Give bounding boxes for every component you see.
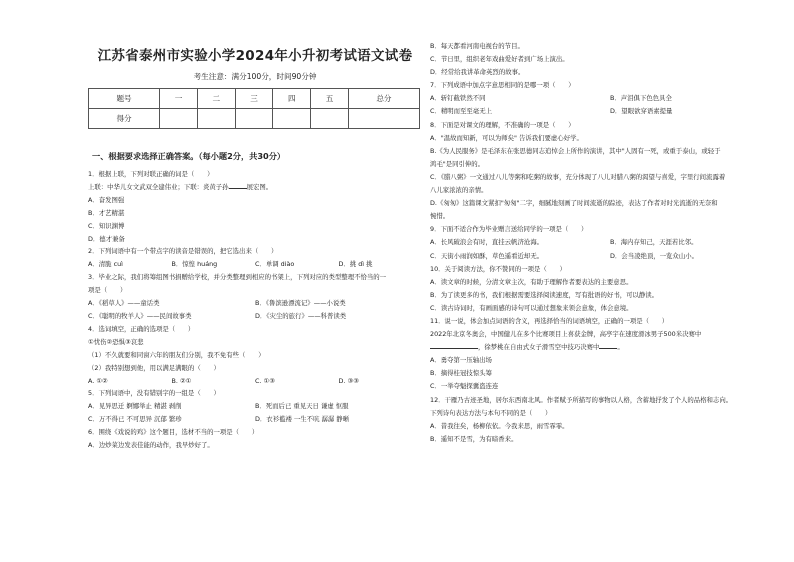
option: C．精明而至至毫无上: [430, 107, 492, 116]
option: C．知识渊博: [88, 221, 125, 230]
option: B．声泪俱下色色具全: [610, 94, 672, 103]
option: B．《鲁滨逊漂流记》——小说类: [255, 299, 346, 308]
option: B．每天都看河南电视台的节目。: [430, 42, 524, 50]
option: B.《为人民服务》是毛泽东在张思德同志追悼会上所作的演讲，其中"人固有一死，或重于泰山，或轻于: [430, 146, 721, 155]
option: C. ①③: [255, 376, 275, 385]
question-1-stem-tail: 展宏图。: [246, 182, 273, 191]
option: C．万不得已 不可思异 沉郁 繁珍: [88, 415, 182, 424]
question-4-item: （1）不久就要和同窗六年的朋友们分别，我不免有些（ ）: [88, 350, 265, 359]
option: D.《匆匆》这篇课文紧扣"匆匆"二字，细腻地刻画了时间流逝的踪迹，表达了作者对时光流逝的无奈和: [430, 199, 718, 208]
option: C．《聪明的牧羊人》——民间故事类: [88, 311, 192, 320]
option: D．望眼欲穿语素提量: [610, 107, 673, 116]
question-2: 2．下列词语中有一个带点字的读音是错误的，把它选出来（ ）: [88, 247, 278, 256]
score-header-cell: 题号: [89, 89, 160, 109]
question-9: 9．下面不适合作为毕业赠言送给同学的一项是（ ）: [430, 225, 588, 234]
option-cont: 八儿家浓浓的亲情。: [430, 186, 488, 195]
option: A．勇夺第一压轴出场: [430, 356, 492, 365]
option: B．为了读更多的书，我们根据需要选择阅读速度，写有批语的好书，可以静读。: [430, 290, 659, 299]
left-column: [88, 0, 422, 562]
option: A．昔我往矣，杨柳依依。今我来思，雨雪霏霏。: [430, 421, 569, 430]
option: D. ③③: [338, 376, 359, 385]
exam-title: 江苏省泰州市实验小学2024年小升初考试语文试卷: [97, 48, 413, 64]
question-7: 7．下列成语中加点字意思相同的是哪一项（ ）: [430, 81, 575, 90]
question-11-stem: [430, 328, 790, 341]
score-table-header-row: [89, 89, 420, 109]
question-11-stem-2: [430, 341, 790, 354]
option: D．德才兼备: [88, 234, 125, 243]
option: D．衣衫褴褛 一生不吭 潺潺 静晰: [255, 415, 350, 424]
question-5-options: [88, 400, 422, 413]
option: D．经常给我讲革命英烈的故事。: [430, 68, 525, 77]
option: C．《腊八粥》一文通过八儿等粥和吃粥的故事，充分体现了八儿对腊八粥的渴望与喜爱，字里行间流露着: [430, 172, 726, 181]
score-cell: [197, 109, 235, 129]
score-row-label: 得分: [89, 109, 160, 129]
option: D．会当凌绝顶，一览众山小。: [610, 251, 698, 260]
question-3-cont: 项是（ ）: [88, 286, 127, 295]
option: A．见异思迁 婀娜举止 精湛 剥削: [88, 402, 182, 411]
question-11-stem-text: 2022年北京冬奥会，中国健儿在多个比赛项目上喜获金牌，高亭宇在速度滑冰男子500米决赛中: [430, 330, 702, 339]
option: B．死而后已 重见天日 谦虚 怄服: [255, 402, 349, 411]
score-cell: [160, 109, 198, 129]
question-4-options: [88, 375, 422, 388]
option: A．读文章的时候，分清文章主次，有助于理解作者要表达的主要意思。: [430, 277, 633, 286]
right-questions: [430, 40, 790, 446]
option: D．《灾尘的旅行》——科普读类: [255, 311, 347, 320]
option: B．遥知不是雪，为有暗香来。: [430, 434, 518, 443]
score-header-cell: 一: [160, 89, 198, 109]
score-cell: [235, 109, 273, 129]
score-table-row: [89, 109, 420, 129]
score-cell: [273, 109, 311, 129]
option: A．边炒菜边发表佳能的动作，我早炒好了。: [88, 441, 214, 450]
question-11: 11．说一说，体会加点词语的含义，再选择恰当的词语填空，正确的一项是（ ）: [430, 316, 669, 325]
question-11-stem-tail: 。: [617, 343, 624, 352]
option: C．读古诗词时，有画面感的诗句可以通过想象来领会意象，体会意境。: [430, 303, 633, 312]
question-12-cont: 下列诗句表达方法与本句不同的是（ ）: [430, 408, 552, 417]
question-6: 6．围绕《戏说的鸡》这个题目，选材不当的一项是（ ）: [88, 428, 259, 437]
score-header-cell: 三: [235, 89, 273, 109]
answer-blank: [599, 342, 617, 349]
option: B．摘得桂冠技惊头筹: [430, 369, 492, 378]
question-12: 12．干雁乃古迹圣地，居尔东西南北风。作者赋予所描写的事物以人格，含蓄地抒发了个人的品格和志向。: [430, 395, 733, 404]
option: A．奋发图强: [88, 195, 125, 204]
option: A．"温故而知新，可以为师矣" 告诉我们要虚心好学。: [430, 133, 583, 142]
question-4-item: （2）我特别想到他，用以满足满眼的（ ）: [88, 363, 220, 372]
exam-notice: 考生注意：满分100分，时间90分钟: [193, 72, 317, 81]
option: A．清脆 cuì: [88, 260, 123, 269]
option: A．长风破浪会有时，直挂云帆济沧海。: [430, 238, 544, 247]
score-table: [88, 88, 420, 129]
answer-blank: [430, 342, 478, 349]
question-2-options: [88, 258, 422, 271]
left-questions: [88, 168, 422, 452]
question-1-stem-text: 上联：中华儿女文武双全建伟业；下联：炎黄子孙: [88, 182, 229, 191]
question-1-stem: [88, 181, 422, 194]
answer-blank: [229, 182, 247, 189]
question-3-options: [88, 297, 422, 310]
section-heading: 一、根据要求选择正确答案。（每小题2分，共30分）: [92, 151, 286, 161]
score-cell: [311, 109, 349, 129]
question-4: 4．选词填空，正确的选项是（ ）: [88, 324, 195, 333]
question-3: 3．毕业之际，我们将筹组图书捐赠给学校，并分类整理到相应的书架上，下列对应的类型整理不恰当的一: [88, 273, 387, 282]
question-3-options: [88, 310, 422, 323]
question-7-options: [430, 92, 790, 105]
option: B．海内存知己，天涯若比邻。: [610, 238, 698, 247]
question-9-options: [430, 250, 790, 263]
option: B. ②①: [171, 376, 192, 385]
option: A．《稻草人》——童话类: [88, 299, 160, 308]
score-header-cell: 总分: [348, 89, 419, 109]
question-5-options: [88, 413, 422, 426]
score-header-cell: 五: [311, 89, 349, 109]
option: D．挑 dì 挑: [338, 260, 373, 269]
option-cont: 鸿毛"是同引伸的。: [430, 159, 485, 168]
option: B．惊惶 huáng: [171, 260, 218, 269]
option: B．才艺精湛: [88, 208, 125, 217]
option: C．单调 diào: [255, 260, 295, 269]
question-5: 5．下列词语中，没有错别字的一组是（ ）: [88, 389, 220, 398]
option-cont: 惋惜。: [430, 212, 450, 221]
question-8: 8．下面是对课文的理解，不准确的一项是（ ）: [430, 120, 575, 129]
right-column: [430, 0, 790, 562]
question-1: 1．根据上联，下列对联正确的词是（ ）: [88, 170, 214, 178]
score-cell: [348, 109, 419, 129]
option: A. ①②: [88, 376, 108, 385]
option: C．一举夺魁探囊盗连连: [430, 382, 499, 391]
score-header-cell: 二: [197, 89, 235, 109]
option: C．天街小雨润如酥，草色遥看近却无。: [430, 251, 544, 260]
question-11-stem-text-2: ，徐梦桃在自由式女子滑雪空中技巧决赛中: [478, 343, 600, 352]
question-10: 10．关于阅读方法，你不赞同的一项是（ ）: [430, 264, 566, 273]
question-7-options: [430, 105, 790, 118]
option: A．斩钉截铁然不同: [430, 94, 486, 103]
score-header-cell: 四: [273, 89, 311, 109]
option: C．节日里，组织老年戏曲爱好者到广场上演出。: [430, 55, 569, 64]
question-4-words: ①忧伤②恐惧③哀悲: [88, 337, 144, 346]
question-9-options: [430, 236, 790, 249]
